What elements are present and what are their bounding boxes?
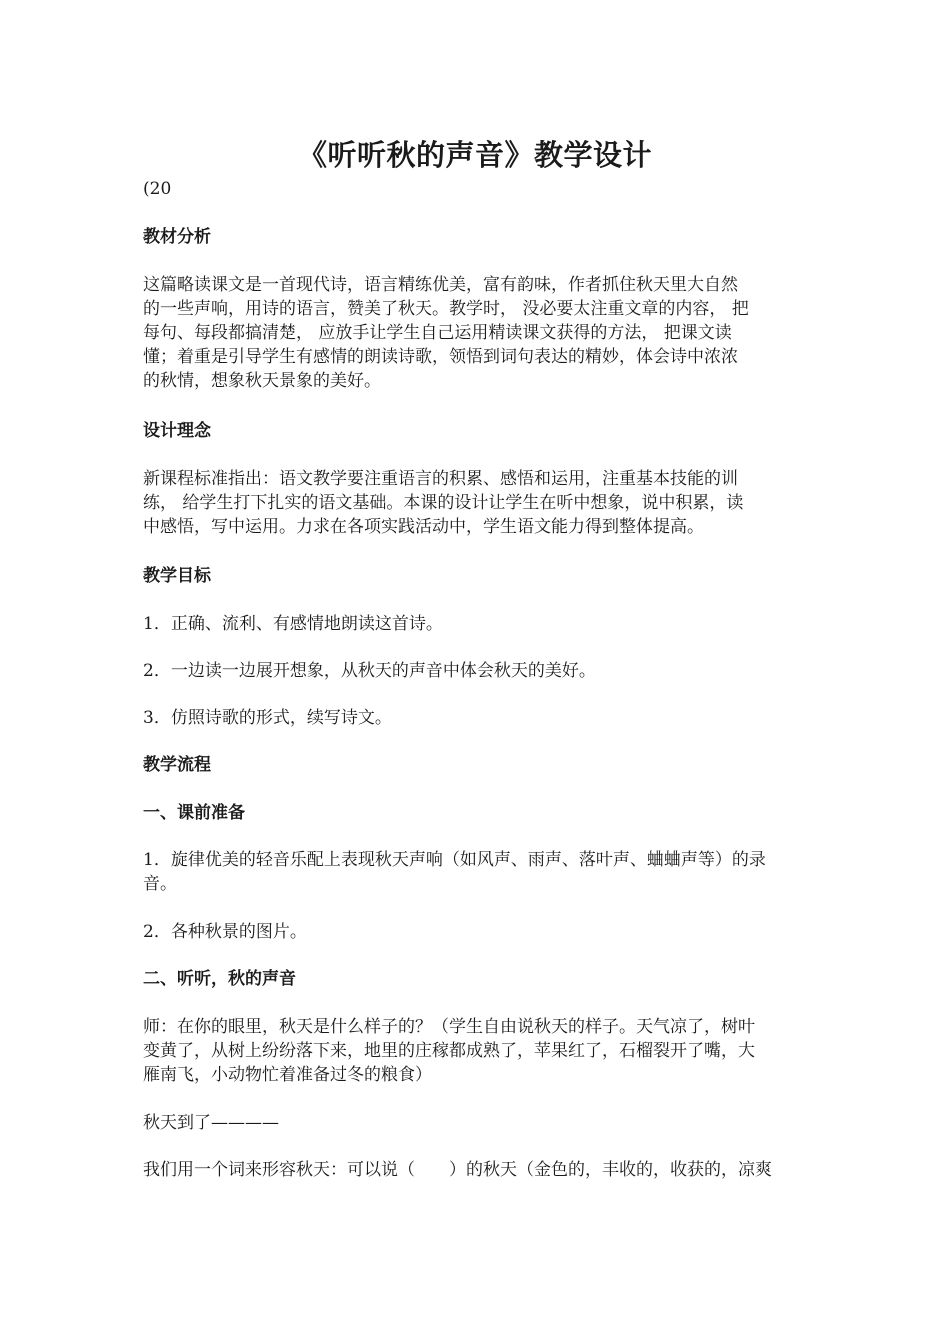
section-heading-material-analysis: 教材分析 (143, 227, 211, 247)
paragraph-line: 1．旋律优美的轻音乐配上表现秋天声响（如风声、雨声、落叶声、蛐蛐声等）的录 (143, 850, 766, 870)
document-subtitle: (20 (143, 179, 172, 199)
paragraph-line: 变黄了，从树上纷纷落下来，地里的庄稼都成熟了，苹果红了，石榴裂开了嘴，大 (143, 1041, 755, 1061)
design-concept-paragraph (143, 467, 813, 539)
paragraph-line: 的一些声响，用诗的语言，赞美了秋天。教学时， 没必要太注重文章的内容， 把 (143, 299, 749, 319)
teaching-goal-item-3: 3．仿照诗歌的形式，续写诗文。 (143, 708, 392, 728)
paragraph-line: 音。 (143, 874, 177, 894)
teaching-goal-item-1: 1．正确、流利、有感情地朗读这首诗。 (143, 614, 443, 634)
paragraph-line: 师：在你的眼里，秋天是什么样子的？（学生自由说秋天的样子。天气凉了，树叶 (143, 1017, 755, 1037)
section-heading-listen: 二、听听，秋的声音 (143, 969, 296, 989)
section-heading-teaching-process: 教学流程 (143, 755, 211, 775)
section-heading-preparation: 一、课前准备 (143, 803, 245, 823)
material-analysis-paragraph (143, 273, 813, 393)
paragraph-line: 每句、每段都搞清楚， 应放手让学生自己运用精读课文获得的方法， 把课文读 (143, 323, 732, 343)
paragraph-line: 中感悟，写中运用。力求在各项实践活动中，学生语文能力得到整体提高。 (143, 517, 704, 537)
paragraph-line: 雁南飞，小动物忙着准备过冬的粮食） (143, 1065, 432, 1085)
section-heading-teaching-goals: 教学目标 (143, 566, 211, 586)
teacher-dialogue-paragraph (143, 1015, 813, 1087)
autumn-arrived-line: 秋天到了———— (143, 1113, 279, 1133)
paragraph-line: 这篇略读课文是一首现代诗，语言精练优美，富有韵味，作者抓住秋天里大自然 (143, 275, 738, 295)
paragraph-line: 练， 给学生打下扎实的语文基础。本课的设计让学生在听中想象，说中积累，读 (143, 493, 744, 513)
document-title: 《听听秋的声音》教学设计 (297, 138, 652, 172)
teaching-goal-item-2: 2．一边读一边展开想象，从秋天的声音中体会秋天的美好。 (143, 661, 596, 681)
section-heading-design-concept: 设计理念 (143, 421, 211, 441)
paragraph-line: 懂；着重是引导学生有感情的朗读诗歌，领悟到词句表达的精妙，体会诗中浓浓 (143, 347, 738, 367)
preparation-item-2: 2．各种秋景的图片。 (143, 922, 307, 942)
preparation-item-1 (143, 848, 813, 896)
paragraph-line: 的秋情，想象秋天景象的美好。 (143, 371, 381, 391)
describe-autumn-line: 我们用一个词来形容秋天：可以说（ ）的秋天（金色的，丰收的，收获的，凉爽 (143, 1160, 772, 1180)
paragraph-line: 新课程标准指出：语文教学要注重语言的积累、感悟和运用，注重基本技能的训 (143, 469, 738, 489)
